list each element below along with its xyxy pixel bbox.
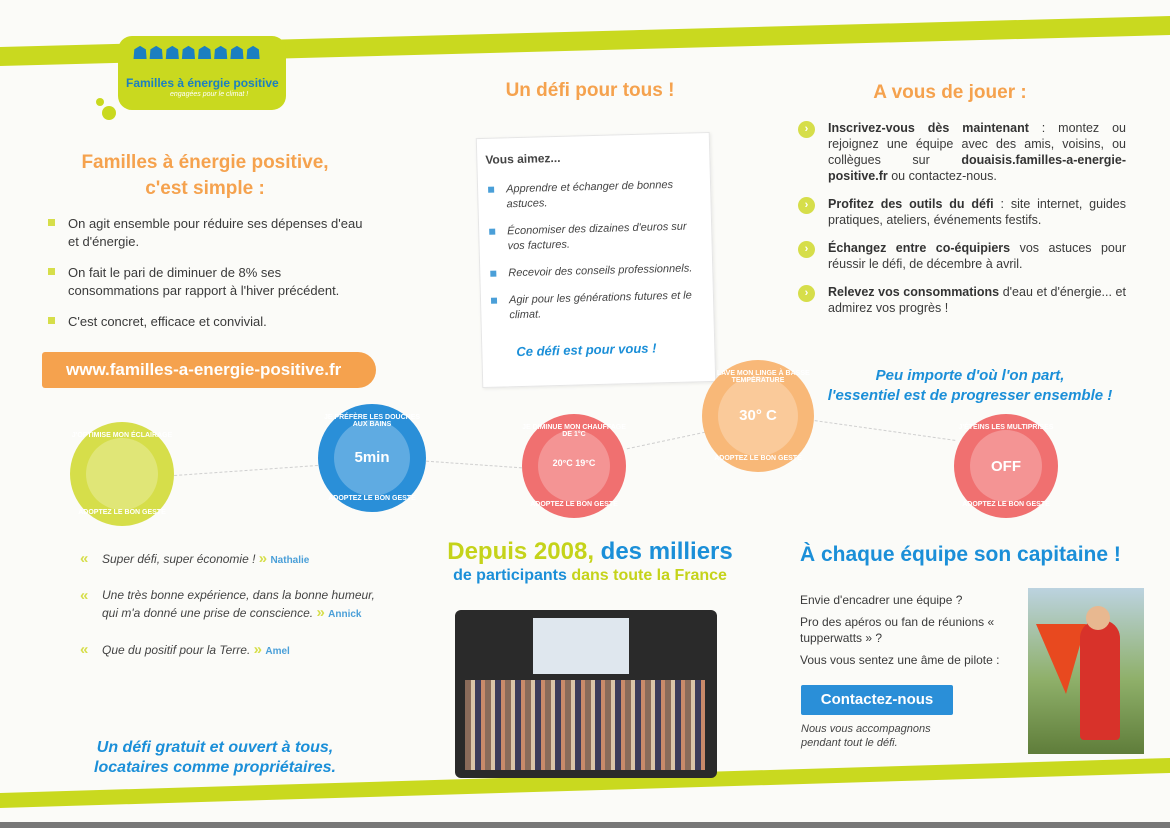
badge-multiprises: J'ÉTEINS LES MULTIPRISES OFF ADOPTEZ LE BON GESTE: [954, 414, 1058, 518]
quote-close-icon: »: [316, 604, 325, 621]
free-challenge-text: Un défi gratuit et ouvert à tous, locataires comme propriétaires.: [94, 739, 336, 776]
contact-button[interactable]: Contactez-nous: [801, 685, 953, 715]
bulb-icon: [86, 438, 158, 510]
signup-link[interactable]: douaisis.familles-a-energie-positive.fr: [828, 153, 1126, 183]
quote-open-icon: «: [80, 550, 89, 567]
bullet-square-icon: [48, 268, 55, 275]
quote-close-icon: »: [253, 641, 262, 658]
steps-list: [798, 120, 1126, 328]
card-heading: Vous aimez...: [485, 150, 561, 167]
list-item: C'est concret, efficace et convivial.: [44, 313, 374, 331]
step-item: › Profitez des outils du défi : site internet, guides pratiques, ateliers, événements festifs.: [798, 196, 1126, 228]
bullet-square-icon: [491, 298, 497, 304]
card-list: [484, 177, 708, 336]
arrow-right-icon: ›: [798, 197, 815, 214]
quote-author: Annick: [328, 609, 362, 620]
testimonial: « Que du positif pour la Terre. » Amel: [80, 641, 290, 658]
vous-aimez-card: [476, 132, 716, 388]
col2-title: Un défi pour tous !: [505, 80, 675, 101]
testimonial: « Super défi, super économie ! » Nathalie: [80, 550, 310, 567]
since-2008-title: Depuis 2008, des milliers de participants dans toute la France: [447, 538, 733, 584]
quote-author: Amel: [265, 646, 290, 657]
list-item: Apprendre et échanger de bonnes astuces.: [484, 177, 705, 213]
captain-text: Envie d'encadrer une équipe ? Pro des apéros ou fan de réunions « tupperwatts » ? Vous vous sentez une âme de pilote :: [800, 593, 1000, 667]
dashed-line: [426, 461, 522, 469]
logo-tagline: engagées pour le climat !: [170, 91, 249, 98]
badge-chauffage: JE DIMINUE MON CHAUFFAGE DE 1°C 20°C 19°C ADOPTEZ LE BON GESTE: [522, 414, 626, 518]
captain-title: À chaque équipe son capitaine !: [800, 543, 1121, 566]
list-item: On fait le pari de diminuer de 8% ses consommations par rapport à l'hiver précédent.: [44, 264, 374, 300]
quote-author: Nathalie: [270, 555, 310, 566]
projection-screen: [533, 618, 629, 674]
support-note: Nous vous accompagnons pendant tout le défi.: [801, 723, 931, 749]
slogan: Peu importe d'où l'on part, l'essentiel est de progresser ensemble !: [827, 367, 1113, 404]
logo: [118, 36, 286, 110]
badge-linge: JE LAVE MON LINGE À BASSE TEMPÉRATURE 30° C ADOPTEZ LE BON GESTE: [702, 360, 814, 472]
bullet-square-icon: [48, 219, 55, 226]
dashed-line: [815, 420, 956, 441]
arrow-right-icon: ›: [798, 241, 815, 258]
col3-title: A vous de jouer :: [873, 82, 1027, 103]
dashed-line: [174, 465, 318, 476]
badge-douches: JE PRÉFÈRE LES DOUCHES AUX BAINS 5min ADOPTEZ LE BON GESTE: [318, 404, 426, 512]
step-item: › Échangez entre co-équipiers vos astuces pour réussir le défi, de décembre à avril.: [798, 240, 1126, 272]
logo-dot-icon: [102, 106, 116, 120]
website-link[interactable]: www.familles-a-energie-positive.fr: [42, 352, 376, 388]
testimonial: « Une très bonne expérience, dans la bonne humeur, qui m'a donné une prise de conscience. » Annick: [80, 587, 375, 621]
people-icon: ☗☗☗☗☗☗☗☗: [132, 43, 262, 63]
bullet-square-icon: [490, 271, 496, 277]
logo-title: Familles à énergie positive: [126, 76, 279, 90]
quote-close-icon: »: [258, 550, 268, 567]
scan-edge: [0, 822, 1170, 828]
step-item: › Relevez vos consommations d'eau et d'énergie... et admirez vos progrès !: [798, 284, 1126, 316]
testimonials: [80, 550, 380, 678]
superhero-photo: [1028, 588, 1144, 754]
event-photo: [455, 610, 717, 778]
logo-dot-icon: [96, 98, 104, 106]
badge-eclairage: J'OPTIMISE MON ÉCLAIRAGE ADOPTEZ LE BON GESTE: [70, 422, 174, 526]
col1-bullets: [44, 215, 374, 344]
arrow-right-icon: ›: [798, 285, 815, 302]
bullet-square-icon: [48, 317, 55, 324]
arrow-right-icon: ›: [798, 121, 815, 138]
step-item: › Inscrivez-vous dès maintenant : montez ou rejoignez une équipe avec des amis, voisins, ou collègues sur douaisis.familles-a-energie-positive.fr ou contactez-nous.: [798, 120, 1126, 184]
dashed-line: [627, 432, 705, 450]
list-item: On agit ensemble pour réduire ses dépenses d'eau et d'énergie.: [44, 215, 374, 251]
list-item: Agir pour les générations futures et le climat.: [487, 288, 708, 324]
bullet-square-icon: [488, 187, 494, 193]
list-item: Économiser des dizaines d'euros sur vos factures.: [485, 219, 706, 255]
crowd: [465, 680, 705, 770]
quote-open-icon: «: [80, 587, 89, 604]
list-item: Recevoir des conseils professionnels.: [486, 261, 706, 282]
col1-title: Familles à énergie positive, c'est simple :: [81, 152, 329, 199]
bullet-square-icon: [489, 229, 495, 235]
quote-open-icon: «: [80, 641, 89, 658]
card-footer: Ce défi est pour vous !: [516, 340, 657, 360]
